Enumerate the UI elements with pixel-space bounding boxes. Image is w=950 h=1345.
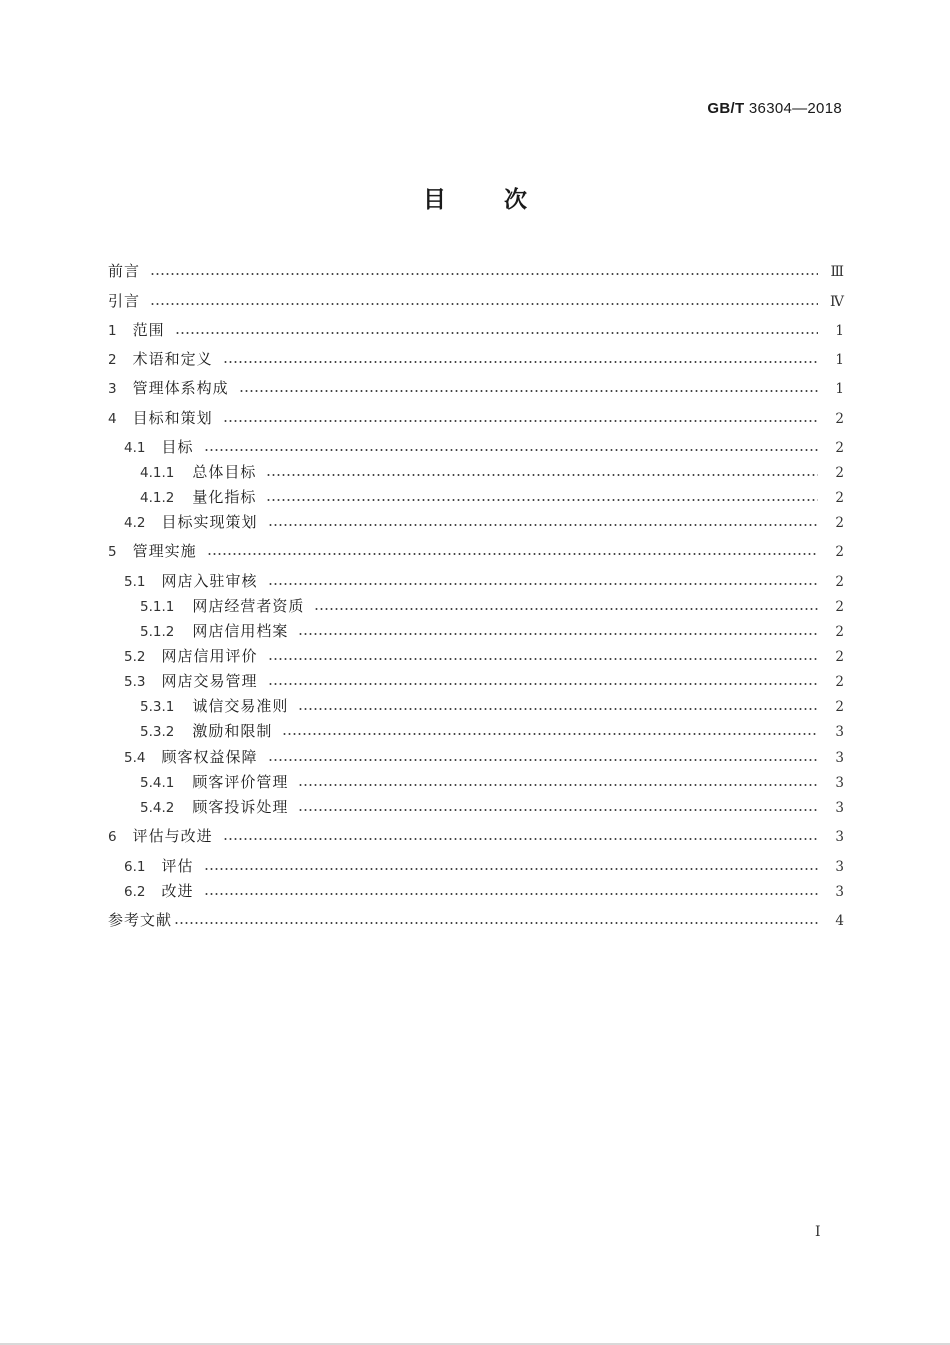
- toc-entry-number: 2: [108, 352, 117, 368]
- toc-entry-number: 5.1.2: [140, 624, 175, 640]
- toc-entry-number: 4: [108, 411, 117, 427]
- toc-entry[interactable]: [108, 436, 844, 458]
- toc-entry-number: 4.1.2: [140, 490, 175, 506]
- toc-entry[interactable]: [108, 670, 844, 692]
- toc-entry-title: 总体目标: [192, 463, 257, 481]
- toc-dot-leader: [207, 553, 818, 555]
- toc-dot-leader: [314, 608, 818, 610]
- toc-entry[interactable]: [108, 348, 844, 370]
- toc-entry[interactable]: [108, 855, 844, 877]
- toc-entry[interactable]: [108, 880, 844, 902]
- toc-entry-title: 顾客评价管理: [192, 773, 289, 791]
- toc-entry-number: 5.4.2: [140, 800, 175, 816]
- toc-entry-page: 2: [835, 674, 844, 690]
- toc-entry-number: 5.3.2: [140, 724, 175, 740]
- toc-entry[interactable]: [108, 645, 844, 667]
- toc-entry-page: 2: [835, 624, 844, 640]
- toc-entry-number: 6.1: [124, 859, 146, 875]
- toc-entry-title: 网店交易管理: [161, 672, 258, 690]
- toc-entry[interactable]: [108, 620, 844, 642]
- toc-dot-leader: [204, 449, 819, 451]
- toc-entry-page: 2: [835, 574, 844, 590]
- toc-entry-number: 5.1: [124, 574, 146, 590]
- toc-entry-number: 5.4: [124, 750, 146, 766]
- toc-entry-page: 4: [835, 913, 844, 929]
- toc-entry[interactable]: [108, 511, 844, 533]
- toc-entry-page: Ⅳ: [830, 294, 844, 310]
- toc-entry[interactable]: [108, 260, 844, 282]
- toc-dot-leader: [150, 273, 818, 275]
- toc-entry[interactable]: [108, 825, 844, 847]
- toc-entry-page: 2: [835, 465, 844, 481]
- toc-entry-page: 3: [835, 859, 844, 875]
- toc-entry[interactable]: [108, 319, 844, 341]
- toc-entry-number: 4.2: [124, 515, 146, 531]
- toc-entry-title: 目标实现策划: [161, 513, 258, 531]
- toc-dot-leader: [204, 893, 819, 895]
- toc-entry-number: 4.1.1: [140, 465, 175, 481]
- toc-entry-page: 2: [835, 490, 844, 506]
- toc-dot-leader: [223, 361, 818, 363]
- page-title: 目次: [423, 187, 585, 213]
- toc-dot-leader: [150, 303, 818, 305]
- toc-dot-leader: [282, 733, 818, 735]
- toc-dot-leader: [223, 838, 818, 840]
- toc-entry[interactable]: [108, 720, 844, 742]
- toc-entry-page: 2: [835, 699, 844, 715]
- toc-entry-page: 3: [835, 775, 844, 791]
- toc-entry-title: 评估: [161, 857, 194, 875]
- toc-entry-page: 2: [835, 440, 844, 456]
- standard-number: 36304—2018: [748, 100, 842, 117]
- toc-entry-page: 2: [835, 515, 844, 531]
- toc-dot-leader: [175, 332, 818, 334]
- toc-entry-title: 参考文献: [108, 911, 173, 929]
- toc-dot-leader: [268, 524, 819, 526]
- toc-entry-title: 前言: [108, 262, 141, 280]
- toc-entry-number: 4.1: [124, 440, 146, 456]
- toc-entry-number: 5: [108, 544, 117, 560]
- toc-entry-page: 3: [835, 884, 844, 900]
- toc-dot-leader: [298, 784, 818, 786]
- page-number: Ⅰ: [815, 1224, 821, 1240]
- toc-entry-title: 诚信交易准则: [192, 697, 289, 715]
- toc-entry-number: 5.2: [124, 649, 146, 665]
- toc-entry-title: 网店信用评价: [161, 647, 258, 665]
- toc-entry[interactable]: [108, 746, 844, 768]
- toc-entry-page: 2: [835, 599, 844, 615]
- toc-entry-page: 1: [835, 352, 844, 368]
- toc-dot-leader: [223, 420, 818, 422]
- toc-entry-title: 管理实施: [132, 542, 197, 560]
- toc-entry[interactable]: [108, 290, 844, 312]
- toc-dot-leader: [298, 708, 818, 710]
- toc-entry-title: 范围: [132, 321, 165, 339]
- toc-entry-number: 5.4.1: [140, 775, 175, 791]
- toc-dot-leader: [268, 583, 819, 585]
- toc-entry-title: 量化指标: [192, 488, 257, 506]
- toc-entry-number: 3: [108, 381, 117, 397]
- toc-dot-leader: [268, 759, 819, 761]
- toc-entry[interactable]: [108, 796, 844, 818]
- toc-dot-leader: [239, 390, 818, 392]
- toc-entry-title: 评估与改进: [132, 827, 213, 845]
- toc-entry-number: 6.2: [124, 884, 146, 900]
- page-header: [707, 100, 842, 117]
- toc-dot-leader: [174, 922, 818, 924]
- toc-entry-number: 5.3: [124, 674, 146, 690]
- toc-entry-page: 3: [835, 724, 844, 740]
- toc-dot-leader: [268, 658, 819, 660]
- toc-entry-title: 顾客投诉处理: [192, 798, 289, 816]
- toc-entry-title: 目标: [161, 438, 194, 456]
- toc-entry-page: 2: [835, 649, 844, 665]
- toc-entry-title: 网店信用档案: [192, 622, 289, 640]
- toc-entry-title: 引言: [108, 292, 141, 310]
- toc-dot-leader: [268, 683, 819, 685]
- toc-dot-leader: [204, 868, 819, 870]
- toc-entry[interactable]: [108, 486, 844, 508]
- toc-entry[interactable]: [108, 695, 844, 717]
- toc-entry-number: 6: [108, 829, 117, 845]
- toc-entry-page: 1: [835, 323, 844, 339]
- toc-entry-number: 1: [108, 323, 117, 339]
- toc-entry[interactable]: [108, 407, 844, 429]
- toc-entry[interactable]: [108, 771, 844, 793]
- toc-entry-page: 2: [835, 411, 844, 427]
- toc-dot-leader: [266, 499, 818, 501]
- toc-entry-page: 3: [835, 800, 844, 816]
- toc-entry[interactable]: [108, 570, 844, 592]
- toc-entry[interactable]: [108, 377, 844, 399]
- toc-dot-leader: [266, 474, 818, 476]
- toc-entry[interactable]: [108, 540, 844, 562]
- toc-entry-page: Ⅲ: [830, 264, 844, 280]
- toc-entry-title: 目标和策划: [132, 409, 213, 427]
- toc-entry-title: 激励和限制: [192, 722, 273, 740]
- toc-entry-page: 1: [835, 381, 844, 397]
- toc-entry-number: 5.3.1: [140, 699, 175, 715]
- standard-code: GB/T: [707, 100, 745, 117]
- toc-entry-page: 2: [835, 544, 844, 560]
- toc-dot-leader: [298, 809, 818, 811]
- toc-entry-title: 管理体系构成: [132, 379, 229, 397]
- toc-entry-title: 术语和定义: [132, 350, 213, 368]
- toc-entry-number: 5.1.1: [140, 599, 175, 615]
- toc-entry[interactable]: [108, 909, 844, 931]
- toc-entry-page: 3: [835, 829, 844, 845]
- toc-entry[interactable]: [108, 461, 844, 483]
- toc-dot-leader: [298, 633, 818, 635]
- toc-entry-title: 改进: [161, 882, 194, 900]
- toc-entry-page: 3: [835, 750, 844, 766]
- toc-entry-title: 顾客权益保障: [161, 748, 258, 766]
- toc-entry[interactable]: [108, 595, 844, 617]
- toc-entry-title: 网店经营者资质: [192, 597, 305, 615]
- toc-entry-title: 网店入驻审核: [161, 572, 258, 590]
